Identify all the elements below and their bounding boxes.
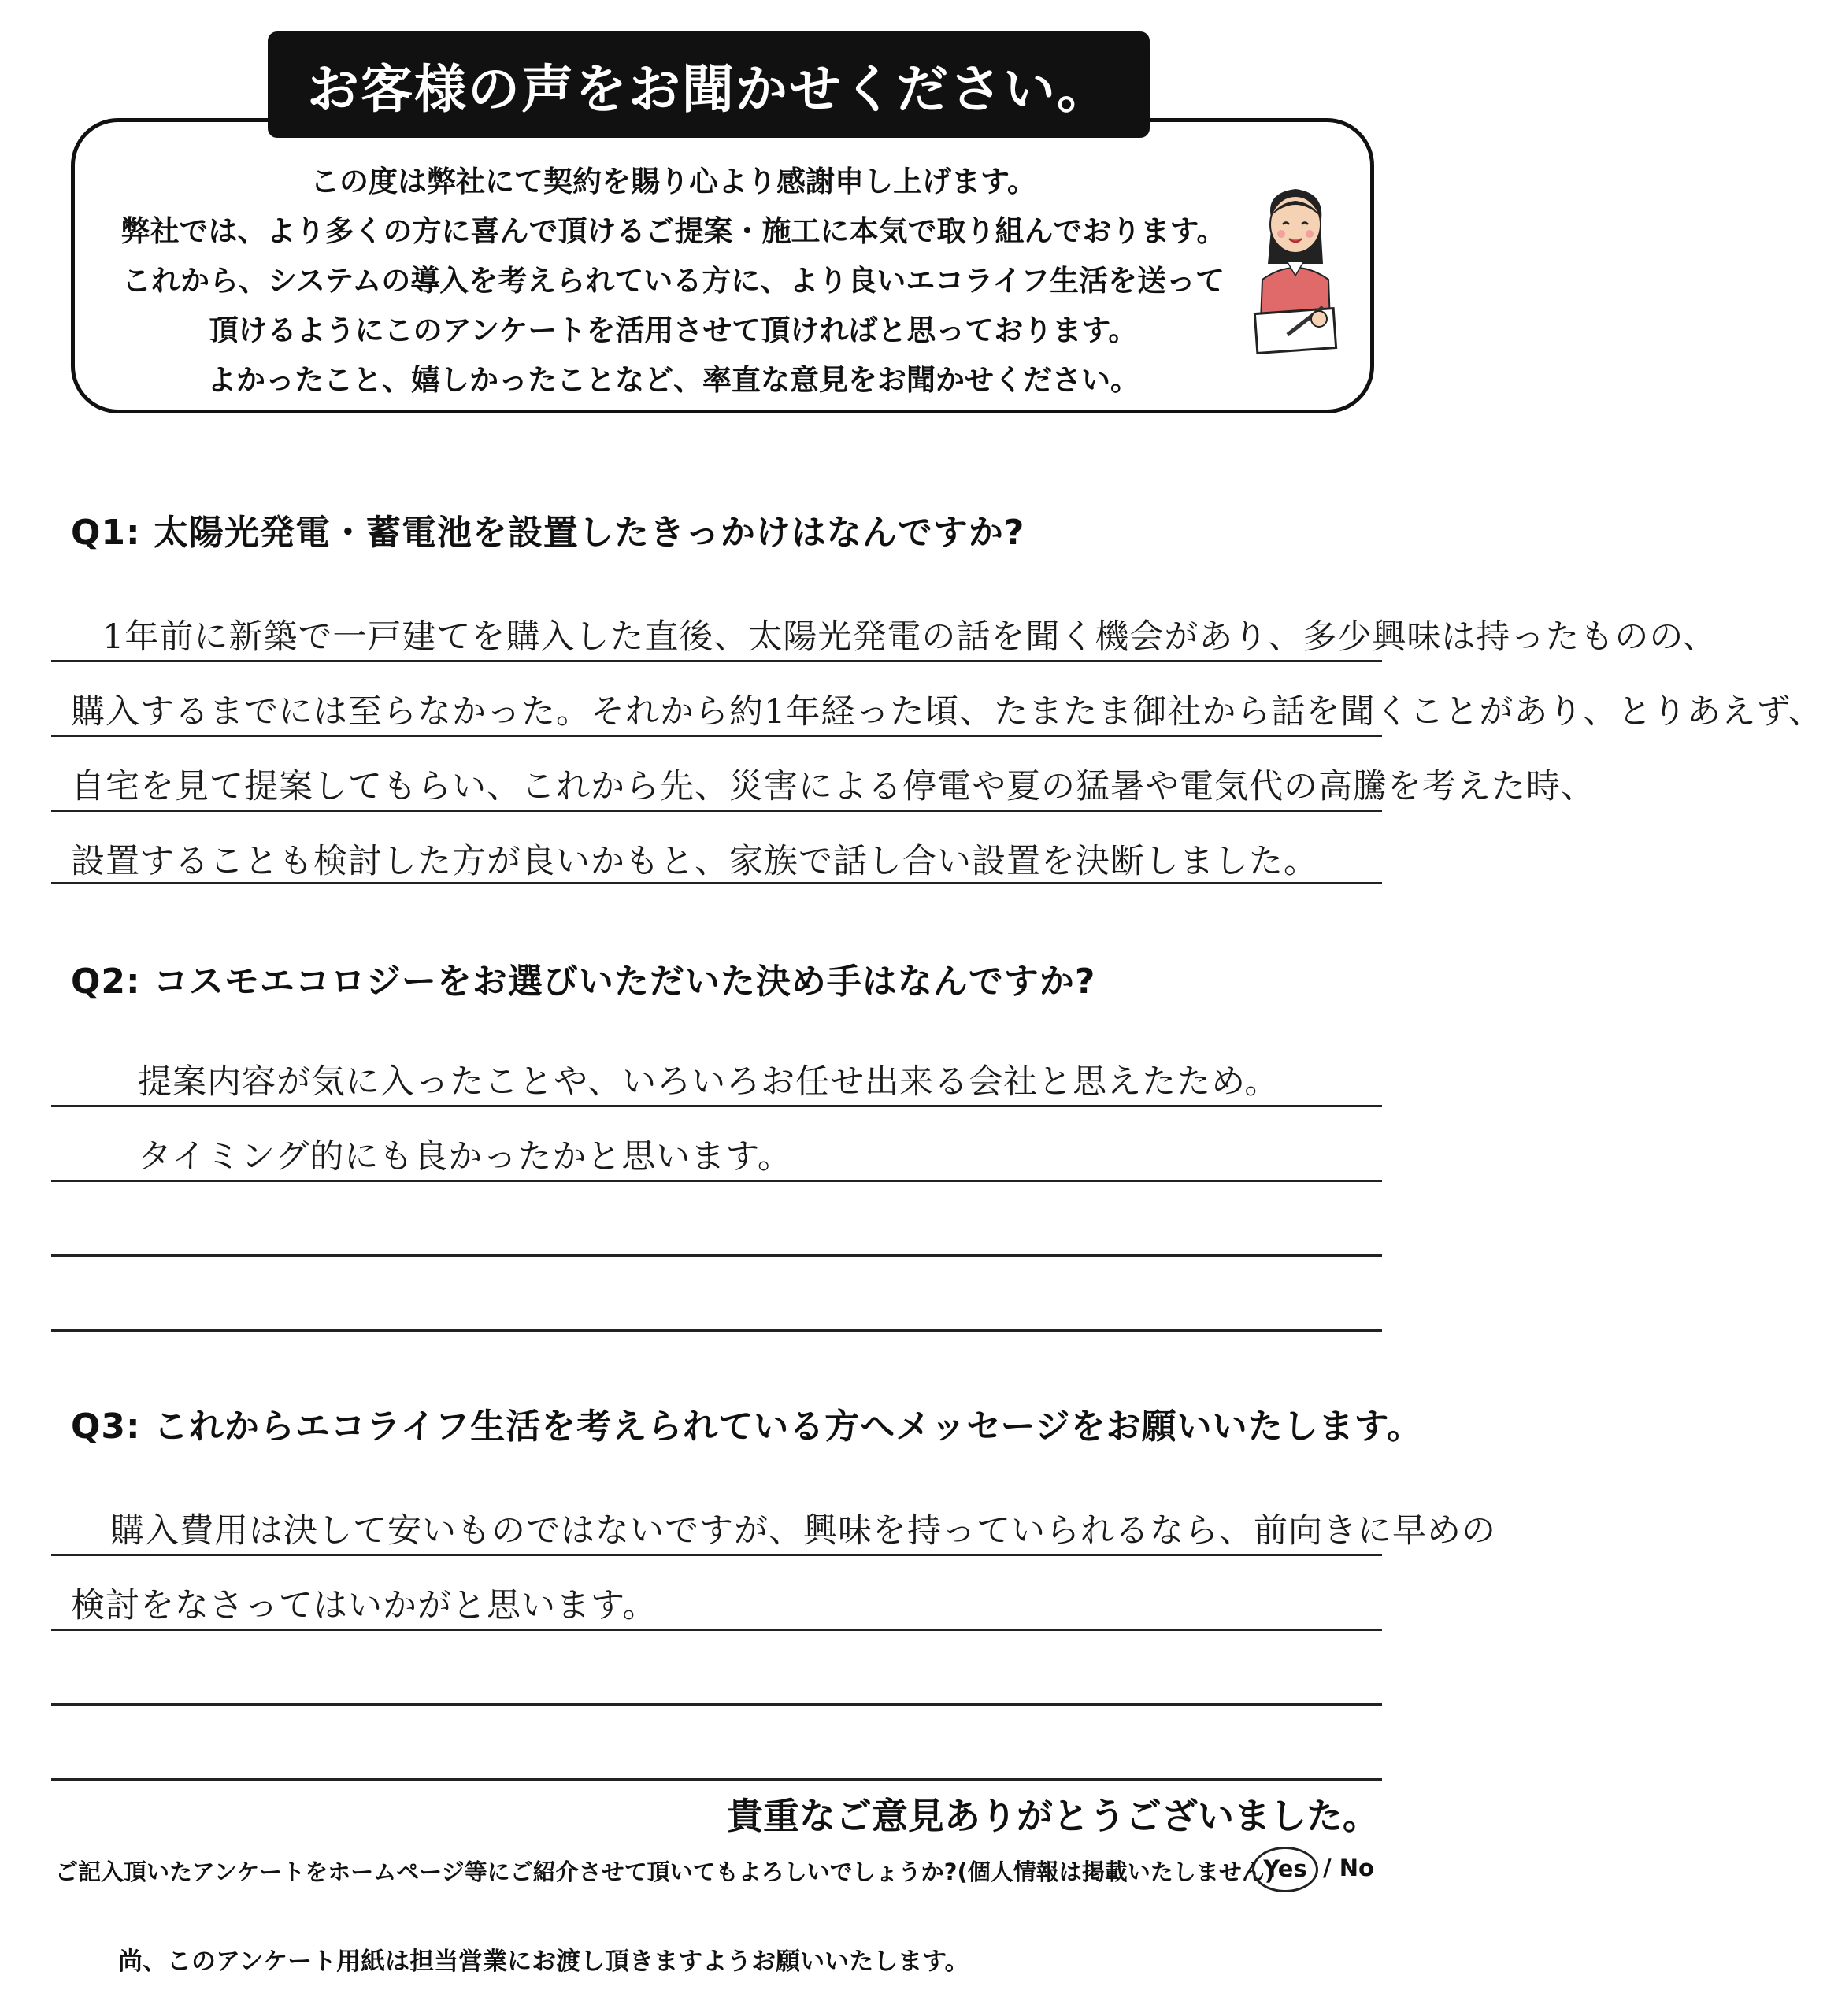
answer-line-rule [51, 735, 1382, 737]
question-2: Q2: コスモエコロジーをお選びいただいた決め手はなんですか? [71, 962, 1096, 1002]
answer-line-rule [51, 1703, 1382, 1706]
answer-line-rule [51, 882, 1382, 884]
intro-line-2: 弊社では、より多くの方に喜んで頂けるご提案・施工に本気で取り組んでおります。 [120, 214, 1226, 248]
answer-line-rule [51, 810, 1382, 812]
question-1: Q1: 太陽光発電・蓄電池を設置したきっかけはなんですか? [71, 513, 1025, 553]
answer-line-rule [51, 1778, 1382, 1781]
answer-1-line-3: 自宅を見て提案してもらい、これから先、災害による停電や夏の猛暑や電気代の高騰を考えた時、 [71, 767, 1595, 806]
answer-1-line-2: 購入するまでには至らなかった。それから約1年経った頃、たまたま御社から話を聞くことがあり、とりあえず、 [71, 692, 1823, 732]
form-title: お客様の声をお聞かせください。 [268, 32, 1150, 138]
answer-line-rule [51, 660, 1382, 662]
answer-line-rule [51, 1105, 1382, 1107]
answer-line-rule [51, 1329, 1382, 1332]
answer-3-line-2: 検討をなさってはいかがと思います。 [71, 1586, 658, 1625]
answer-line-rule [51, 1180, 1382, 1182]
answer-3-line-1: 購入費用は決して安いものではないですが、興味を持っていられるなら、前向きに早めの [110, 1511, 1496, 1551]
consent-question: ご記入頂いたアンケートをホームページ等にご紹介させて頂いてもよろしいでしょうか?(個人情報は掲載いたしません) [55, 1858, 1276, 1885]
answer-line-rule [51, 1554, 1382, 1556]
answer-line-rule [51, 1629, 1382, 1631]
intro-line-3: これから、システムの導入を考えられている方に、より良いエコライフ生活を送って [121, 264, 1225, 298]
intro-line-1: この度は弊社にて契約を賜り心より感謝申し上げます。 [309, 165, 1037, 198]
consent-yes-option[interactable]: Yes [1252, 1847, 1318, 1892]
consent-no-option[interactable]: / No [1323, 1855, 1374, 1881]
answer-1-line-1: 1年前に新築で一戸建てを購入した直後、太陽光発電の話を聞く機会があり、多少興味は持ったものの、 [102, 617, 1717, 657]
thanks-message: 貴重なご意見ありがとうございました。 [727, 1795, 1379, 1837]
answer-line-rule [51, 1254, 1382, 1257]
intro-box [71, 118, 1374, 413]
footer-note: 尚、このアンケート用紙は担当営業にお渡し頂きますようお願いいたします。 [118, 1947, 969, 1976]
question-3: Q3: これからエコライフ生活を考えられている方へメッセージをお願いいたします。 [71, 1406, 1423, 1447]
intro-line-5: よかったこと、嬉しかったことなど、率直な意見をお聞かせください。 [207, 363, 1139, 397]
answer-2-line-2: タイミング的にも良かったかと思います。 [138, 1137, 792, 1177]
answer-2-line-1: 提案内容が気に入ったことや、いろいろお任せ出来る会社と思えたため。 [138, 1062, 1280, 1102]
woman-writing-illustration [1248, 177, 1343, 354]
answer-1-line-4: 設置することも検討した方が良いかもと、家族で話し合い設置を決断しました。 [71, 842, 1318, 881]
intro-line-4: 頂けるようにこのアンケートを活用させて頂ければと思っております。 [209, 313, 1138, 347]
